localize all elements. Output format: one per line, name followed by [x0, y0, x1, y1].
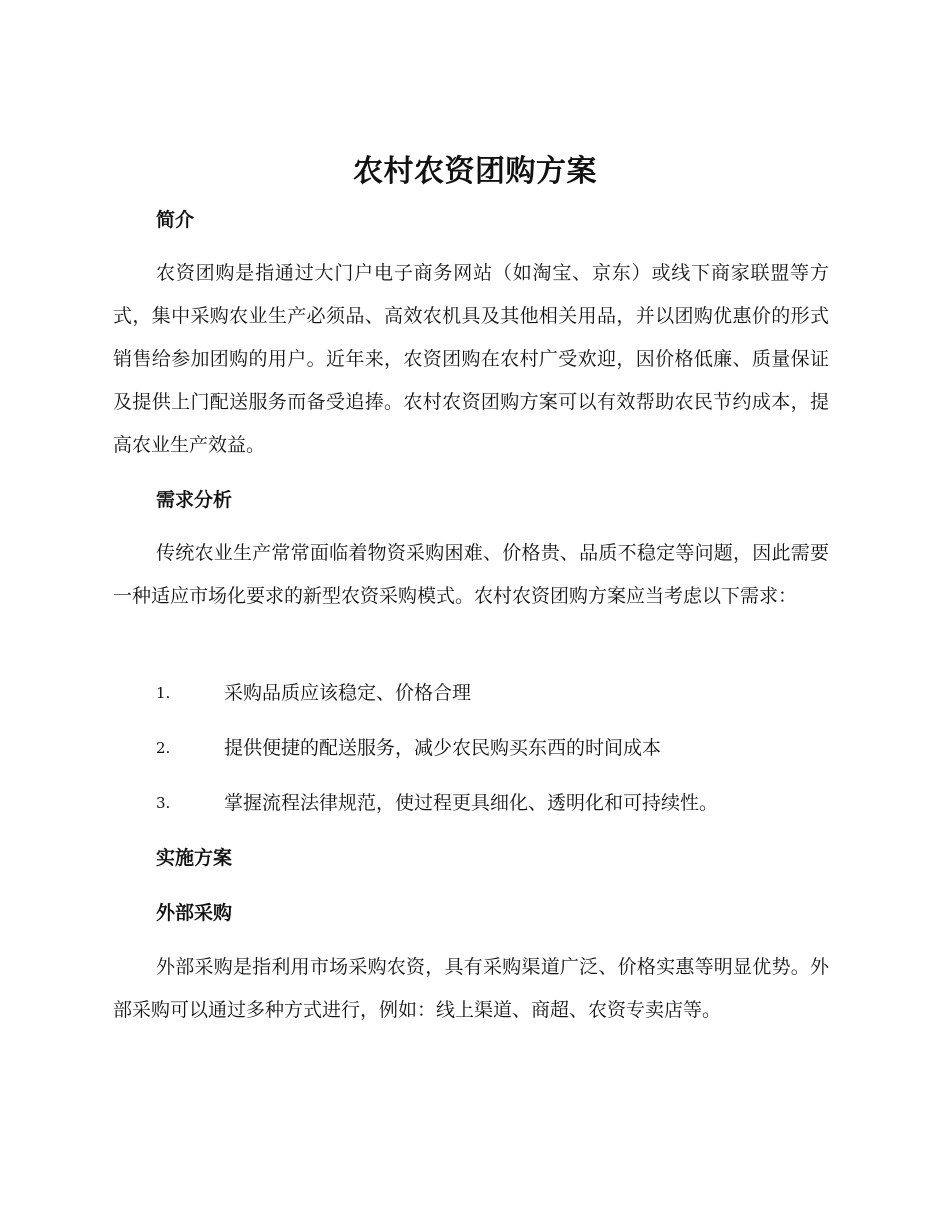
- list-item: [156, 678, 836, 708]
- needs-paragraph: 传统农业生产常常面临着物资采购困难、价格贵、品质不稳定等问题，因此需要一种适应市场化要求的新型农资采购模式。农村农资团购方案应当考虑以下需求：: [113, 542, 829, 607]
- intro-paragraph: 农资团购是指通过大门户电子商务网站（如淘宝、京东）或线下商家联盟等方式，集中采购农业生产必须品、高效农机具及其他相关用品，并以团购优惠价的形式销售给参加团购的用户。近年来，农资团购在农村广受欢迎，因价格低廉、质量保证及提供上门配送服务而备受追捧。农村农资团购方案可以有效帮助农民节约成本，提高农业生产效益。: [113, 262, 829, 456]
- list-number: 1.: [156, 684, 171, 702]
- section-heading-external: 外部采购: [156, 902, 233, 924]
- list-item: [156, 788, 836, 818]
- list-text: 采购品质应该稳定、价格合理: [224, 682, 472, 704]
- list-text: 掌握流程法律规范，使过程更具细化、透明化和可持续性。: [224, 792, 719, 814]
- list-item: [156, 733, 836, 763]
- external-paragraph: 外部采购是指利用市场采购农资，具有采购渠道广泛、价格实惠等明显优势。外部采购可以通过多种方式进行，例如：线上渠道、商超、农资专卖店等。: [113, 956, 829, 1021]
- section-heading-needs: 需求分析: [156, 489, 233, 511]
- document-title: 农村农资团购方案: [353, 154, 597, 189]
- section-heading-intro: 简介: [156, 209, 195, 231]
- section-heading-plan: 实施方案: [156, 847, 233, 869]
- list-number: 2.: [156, 739, 171, 757]
- list-text: 提供便捷的配送服务，减少农民购买东西的时间成本: [224, 737, 662, 759]
- list-number: 3.: [156, 794, 171, 812]
